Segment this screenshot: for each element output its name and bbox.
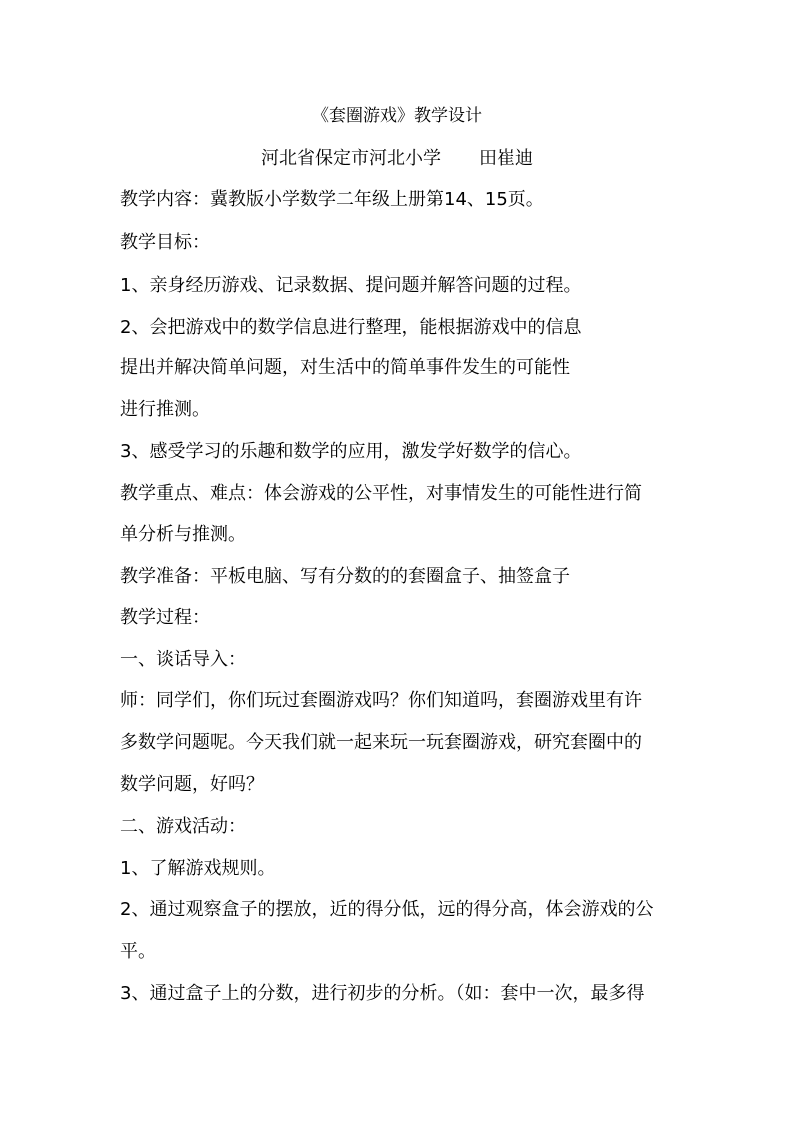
teaching-goals-heading: 教学目标： [120,232,210,253]
goal-2-line-1: 2、会把游戏中的数学信息进行整理，能根据游戏中的信息 [120,317,582,338]
section-1-heading: 一、谈话导入： [120,649,246,670]
teaching-prep-line: 教学准备：平板电脑、写有分数的的套圈盒子、抽签盒子 [120,566,570,587]
goal-2-line-3: 进行推测。 [120,399,210,420]
author-name: 田崔迪 [479,148,533,169]
school-name: 河北省保定市河北小学 [261,148,441,169]
teaching-process-heading: 教学过程： [120,607,210,628]
activity-2-line-2: 平。 [120,941,156,962]
document-byline [0,147,794,173]
activity-1-line: 1、了解游戏规则。 [120,858,276,879]
key-points-line-1: 教学重点、难点：体会游戏的公平性，对事情发生的可能性进行简 [120,483,642,504]
document-title: 《套圈游戏》教学设计 [312,106,482,126]
goal-1-line: 1、亲身经历游戏、记录数据、提问题并解答问题的过程。 [120,275,582,296]
section-2-heading: 二、游戏活动： [120,816,246,837]
activity-2-line-1: 2、通过观察盒子的摆放，近的得分低，远的得分高，体会游戏的公 [120,899,654,920]
teacher-speech-line-2: 多数学问题呢。今天我们就一起来玩一玩套圈游戏，研究套圈中的 [120,732,642,753]
teacher-speech-line-1: 师：同学们，你们玩过套圈游戏吗？你们知道吗，套圈游戏里有许 [120,690,642,711]
teacher-speech-line-3: 数学问题，好吗？ [120,774,264,795]
key-points-line-2: 单分析与推测。 [120,524,246,545]
activity-3-line-1: 3、通过盒子上的分数，进行初步的分析。（如：套中一次，最多得 [120,983,645,1004]
goal-3-line: 3、感受学习的乐趣和数学的应用，激发学好数学的信心。 [120,441,582,462]
goal-2-line-2: 提出并解决简单问题，对生活中的简单事件发生的可能性 [120,357,570,378]
teaching-content-line: 教学内容：冀教版小学数学二年级上册第14、15页。 [120,189,544,210]
